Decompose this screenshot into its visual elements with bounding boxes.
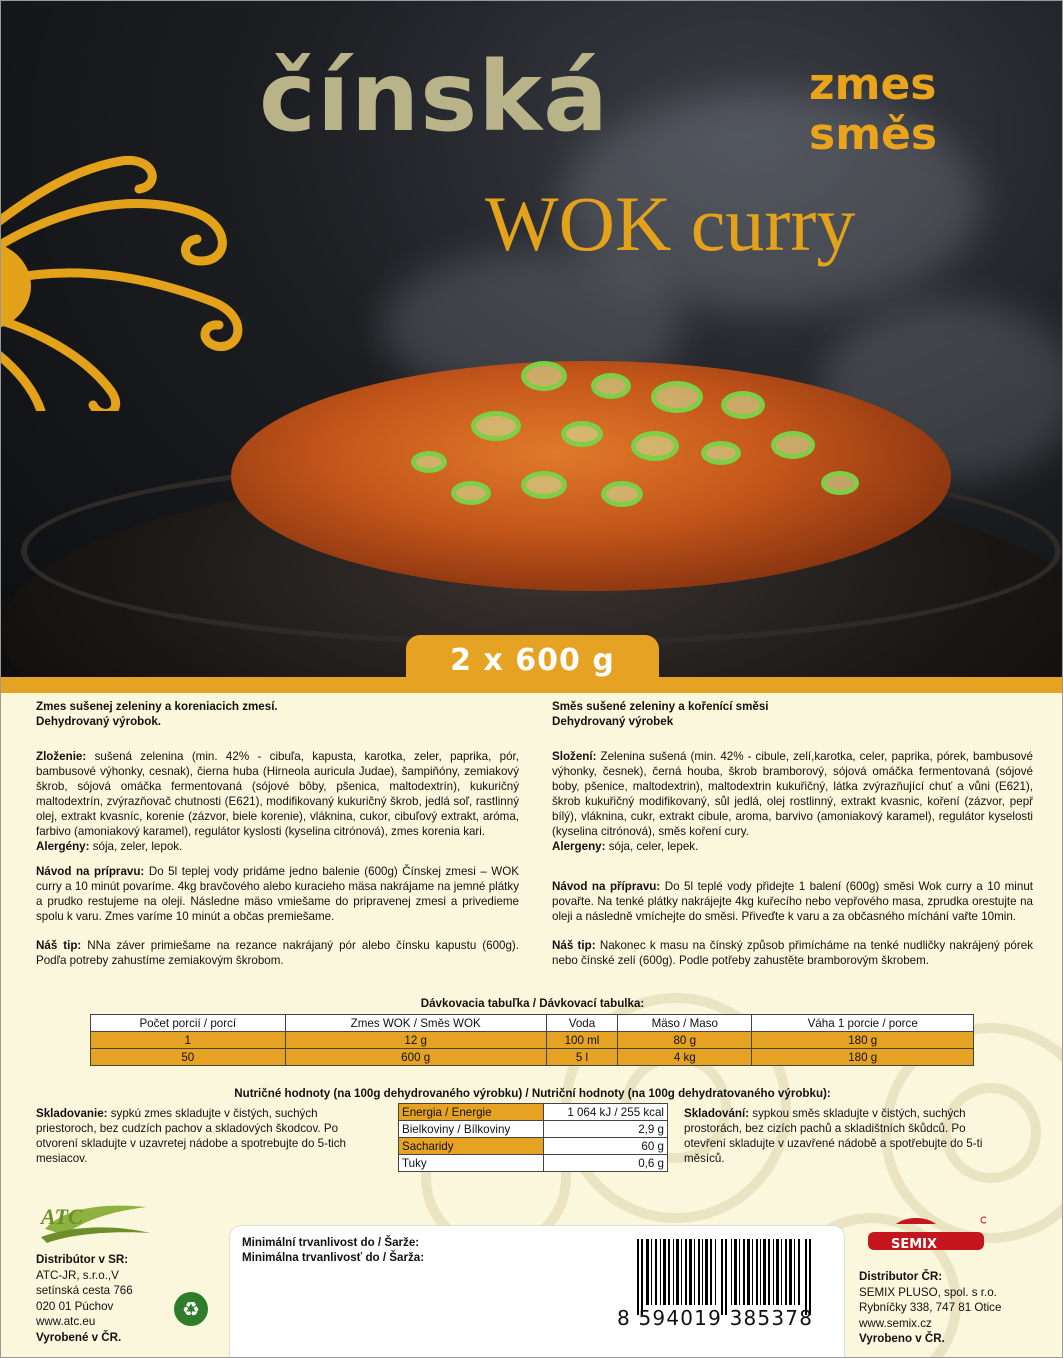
sk-tip-text: NNa záver primiešame na rezance nakrájaný pór alebo čínsku kapustu (600g). Podľa potreby zahustíme zemiakovým škrobom. xyxy=(36,939,519,967)
cz-distributor-heading: Distributor ČR: xyxy=(859,1270,943,1283)
spring-onion xyxy=(701,441,741,465)
cz-tip xyxy=(552,938,1033,968)
spring-onion xyxy=(411,451,447,473)
barcode xyxy=(637,1239,812,1315)
sk-tip-label: Náš tip: xyxy=(36,939,82,952)
table-row xyxy=(399,1155,668,1172)
sk-tip xyxy=(36,938,519,968)
nutrition-label: Bielkoviny / Bílkoviny xyxy=(399,1121,544,1138)
title-smes: směs xyxy=(809,109,938,160)
cz-allergens-label: Alergeny: xyxy=(552,840,606,853)
cz-allergens xyxy=(552,839,1033,854)
barcode-number: 8 594019 385378 xyxy=(617,1306,814,1330)
table-cell: 5 l xyxy=(546,1049,617,1066)
sk-allergens-text: sója, zeler, lepok. xyxy=(89,840,183,853)
expiry-line-sk: Minimálna trvanlivosť do / Šarža: xyxy=(242,1251,425,1264)
sk-storage xyxy=(36,1106,381,1166)
sk-distributor-heading: Distribútor v SR: xyxy=(36,1253,129,1266)
table-header: Voda xyxy=(546,1015,617,1032)
table-cell: 180 g xyxy=(752,1032,974,1049)
cz-distributor xyxy=(859,1269,1039,1347)
table-cell: 80 g xyxy=(618,1032,752,1049)
cz-allergens-text: sója, celer, lepek. xyxy=(605,840,699,853)
sk-instructions-text: Do 5l teplej vody pridáme jedno balenie (600g) Čínskej zmesi – WOK curry a 10 minút povaríme. 4kg bravčového alebo kuracieho mäsa nakrájame na jemné plátky a prudko restujeme na oleji. Následne mäso vmiešame do pripravenej zmesi a privedieme spolu k varu. Zmes varíme 10 minút a občas premiešame. xyxy=(36,865,519,923)
cz-ingredients-text: Zelenina sušená (min. 42% - cibule, zelí,karotka, celer, paprika, pórek, bambusové výhonky, česnek), černá houba, škrob bramborový, sójová omáčka fermentovaná (sójové boby, pšenice, maltodextrin), maltodextrin kukuřičný, látka zvýrazňující chuť a vůni (E621), škrob kukuřičný modifikovaný, sůl jedlá, olej rostlinný, extrakt kvasnic, koření (zázvor, pepř bílý), vláknina, cukr, extrakt cibule, aroma, barvivo (amoniakový karamel), regulátor kyselosti (kyselina citrónová), směs koření cury. xyxy=(552,750,1033,838)
sk-ingredients-text: sušená zelenina (min. 42% - cibuľa, kapusta, karotka, zeler, paprika, pór, bambusové výhonky, cesnak), čierna huba (Hirneola auricula Judae), šampiňóny, zemiakový škrob, sójová omáčka fermentovaná (sójové bôby, pšenica, maltodextrín), kukuričný maltodextrín, zvýrazňovač chutnosti (E621), modifikovaný kukuričný škrob, jedlá soľ, rastlinný olej, extrakt kvasníc, korenie (zázvor, biele korenie), vláknina, cukor, cibuľový extrakt, aróma, farbivo (amoniakový karamel), regulátor kyslosti (kyselina citrónová), zmes korenia kari. xyxy=(36,750,519,838)
sk-distributor-line: ATC-JR, s.r.o.,V xyxy=(36,1268,119,1282)
nutrition-label: Tuky xyxy=(399,1155,544,1172)
gold-divider xyxy=(1,677,1063,693)
spring-onion xyxy=(591,373,631,399)
sk-ingredients-label: Zloženie: xyxy=(36,750,87,763)
table-cell: 180 g xyxy=(752,1049,974,1066)
cz-storage xyxy=(684,1106,1004,1166)
dosage-table-title: Dávkovacia tabuľka / Dávkovací tabulka: xyxy=(420,997,645,1010)
czech-description xyxy=(552,699,1033,968)
table-row xyxy=(399,1104,668,1121)
title-product: WOK curry xyxy=(485,180,856,267)
cz-distributor-line: Rybníčky 338, 747 81 Otice xyxy=(859,1301,1002,1314)
table-cell: 600 g xyxy=(285,1049,546,1066)
nutrition-table xyxy=(398,1103,668,1172)
nutrition-label: Energia / Energie xyxy=(399,1104,544,1121)
sk-instructions-label: Návod na prípravu: xyxy=(36,865,145,878)
cz-distributor-line: SEMIX PLUSO, spol. s r.o. xyxy=(859,1285,997,1299)
spring-onion xyxy=(521,471,567,499)
table-cell: 12 g xyxy=(285,1032,546,1049)
spring-onion xyxy=(771,431,815,459)
table-row xyxy=(399,1138,668,1155)
sk-distributor-link[interactable]: www.atc.eu xyxy=(36,1315,96,1328)
table-cell: 50 xyxy=(91,1049,286,1066)
table-cell: 4 kg xyxy=(618,1049,752,1066)
cz-storage-text: sypkou směs skladujte v čistých, suchých prostorách, bez cizích pachů a skladištních škůdců. Po otevření skladujte v uzavřené nádobě a spotřebujte do 5-ti měsíců. xyxy=(684,1107,983,1165)
table-header-row xyxy=(91,1015,974,1032)
slovak-description xyxy=(36,699,519,968)
table-row xyxy=(91,1049,974,1066)
sk-made-in: Vyrobené v ČR. xyxy=(36,1330,122,1344)
title-zmes: zmes xyxy=(809,59,937,110)
sk-intro-2: Dehydrovaný výrobok. xyxy=(36,715,161,728)
cz-intro-2: Dehydrovaný výrobek xyxy=(552,715,674,728)
spring-onion xyxy=(651,381,703,413)
cz-tip-label: Náš tip: xyxy=(552,939,596,952)
spring-onion xyxy=(521,361,567,391)
semix-logo-text: SEMIX xyxy=(891,1237,938,1252)
table-header: Zmes WOK / Směs WOK xyxy=(285,1015,546,1032)
table-header: Mäso / Maso xyxy=(618,1015,752,1032)
sk-storage-label: Skladovanie: xyxy=(36,1107,108,1120)
cz-instructions-label: Návod na přípravu: xyxy=(552,880,661,893)
table-header: Počet porcií / porcí xyxy=(91,1015,286,1032)
cz-ingredients-label: Složení: xyxy=(552,750,597,763)
cz-distributor-link[interactable]: www.semix.cz xyxy=(859,1316,932,1330)
sk-allergens xyxy=(36,839,519,854)
nutrition-value: 60 g xyxy=(544,1138,668,1155)
recycle-icon: ♻ xyxy=(174,1292,208,1326)
sk-ingredients xyxy=(36,749,519,839)
hero-photo xyxy=(1,1,1063,677)
sk-instructions xyxy=(36,864,519,924)
spring-onion xyxy=(471,411,521,441)
spring-onion xyxy=(631,431,679,461)
title-main: čínská xyxy=(259,41,609,153)
sk-distributor-line: 020 01 Púchov xyxy=(36,1299,114,1313)
spring-onion xyxy=(821,471,859,495)
spring-onion xyxy=(721,391,765,419)
sk-allergens-label: Alergény: xyxy=(36,840,90,853)
nutrition-value: 0,6 g xyxy=(544,1155,668,1172)
cz-storage-label: Skladování: xyxy=(684,1107,750,1120)
spring-onion xyxy=(601,481,643,507)
table-cell: 100 ml xyxy=(546,1032,617,1049)
spring-onion xyxy=(561,421,603,447)
nutrition-title: Nutričné hodnoty (na 100g dehydrovaného výrobku) / Nutriční hodnoty (na 100g dehydratovaného výrobku): xyxy=(234,1087,831,1100)
expiry-line-cz: Minimální trvanlivost do / Šarže: xyxy=(242,1236,420,1249)
octopus-tentacles-ornament xyxy=(1,151,321,411)
nutrition-value: 1 064 kJ / 255 kcal xyxy=(544,1104,668,1121)
sk-distributor xyxy=(36,1252,176,1345)
table-row xyxy=(399,1121,668,1138)
nutrition-label: Sacharidy xyxy=(399,1138,544,1155)
cz-ingredients xyxy=(552,749,1033,839)
sk-intro-1: Zmes sušenej zeleniny a koreniacich zmesí. xyxy=(36,700,278,713)
nutrition-value: 2,9 g xyxy=(544,1121,668,1138)
cz-intro-1: Směs sušené zeleniny a kořenící směsi xyxy=(552,700,769,713)
spring-onion xyxy=(451,481,491,505)
cz-instructions-text: Do 5l teplé vody přidejte 1 balení (600g) směsi Wok curry a 10 minut povařte. Na tenké plátky nakrájejte 4kg kuřecího nebo vepřového masa, zprudka orestujte na oleji a následně vmíchejte do směsi. Přiveďte k varu a za občasného míchání vařte 10min. xyxy=(552,880,1033,923)
cz-tip-text: Nakonec k masu na čínský způsob přimícháme na tenké nudličky nakrájený pórek nebo čínské zelí (600g). Podle potřeby zahustěte bramborovým škrobem. xyxy=(552,939,1033,967)
weight-label: 2 x 600 g xyxy=(450,642,615,678)
cz-instructions xyxy=(552,879,1033,924)
atc-logo-text: ATC xyxy=(41,1204,83,1229)
table-header: Váha 1 porcie / porce xyxy=(752,1015,974,1032)
table-cell: 1 xyxy=(91,1032,286,1049)
table-row xyxy=(91,1032,974,1049)
dosage-table xyxy=(90,1014,974,1066)
cz-made-in: Vyrobeno v ČR. xyxy=(859,1332,945,1345)
sk-distributor-line: setínská cesta 766 xyxy=(36,1284,133,1297)
sk-storage-text: sypkú zmes skladujte v čistých, suchých priestoroch, bez cudzích pachov a skladových škodcov. Po otvorení skladujte v uzavretej nádobe a spotrebujte do 5-tich mesiacov. xyxy=(36,1107,347,1165)
